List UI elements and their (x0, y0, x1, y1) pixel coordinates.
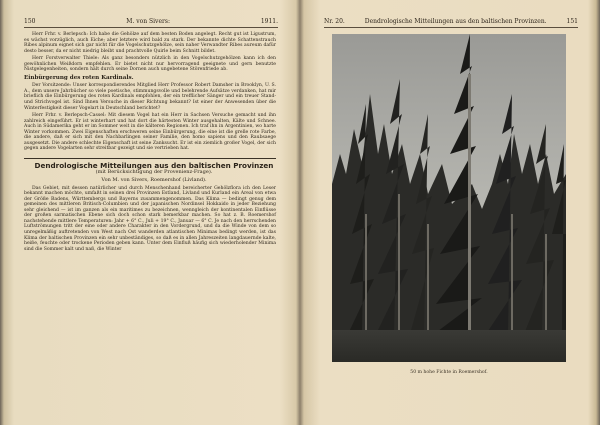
right-page-number: 151 (566, 18, 578, 25)
article-title: Dendrologische Mitteilungen aus den baltischen Provinzen (34, 160, 274, 170)
section-divider (24, 158, 276, 159)
left-running-header (24, 18, 278, 28)
left-page (14, 0, 282, 425)
photo-caption: 50 m hohe Fichte in Roemershof. (410, 370, 488, 375)
spruce-photograph (332, 34, 566, 362)
article-byline: Von M. von Sivers, Roemershof (Livland). (101, 177, 207, 184)
section-heading: Einbürgerung des roten Kardinals. (24, 74, 134, 81)
left-text-column (24, 32, 276, 254)
section-paragraph-2: Herr Frhr. v. Berlepsch-Cassel: Mit diesem Vogel hat ein Herr in Sachsen Versuche gemacht und ihn zahlreich eingeführt. Er ist winterhart und hat dort die härtesten Winter ausgehalten, Kälte und Schnee. Auch in Südamerika geht er im Sommer weit in die kälteren Regionen. Ich traf ihn in Argentinien, wo harte Winter vorkommen. Zwei Eigenschaften erschweren seine Einbürgerung, die eine ist die grelle rote Farbe, die andere, daß er sich mit den Nachbarlingen seiner Familie, den homo sapiens und den Raubsaege ausgesetzt. Die andere schlechte Eigenschaft ist seine Zanksucht. Er ist ein ziemlich großer Vogel, der sich gegen andere Vogelarten sehr streitbar gezeigt und sie vertrieben hat. (24, 113, 276, 152)
left-page-number: 150 (24, 18, 36, 25)
discussion-paragraph-2: Herr Forstverwalter Thiele: Als ganz besonders nützlich in den Vogelschutzgehölzen kann ich den gewöhnlichen Weißdorn empfehlen. Er bietet nicht nur hervorragend geeignete und gern benutzte Nistgelegenheiten, sondern hält durch seine Dornen auch ungebetene Störenfriede ab. (24, 56, 276, 73)
left-year: 1911. (260, 18, 278, 25)
right-page (318, 0, 590, 425)
discussion-paragraph-1: Herr Frhr. v. Berlepsch: Ich habe die Gehölze auf dem besten Boden angelegt. Recht gut ist Ligustrum, es wächst vorzüglich, auch Eiche; aber letztere wird bald zu stark. Der bekannte dichte Schattenstrauch Ribes alpinum eignet sich gar nicht für die Vogelschutzgehölze, sein naher Verwandter Ribes aureum dafür desto besser, da er nicht niedrig bleibt und prachtvolle Quirle beim Schnitt bildet. (24, 32, 276, 54)
issue-number: Nr. 20. (324, 18, 345, 25)
right-running-header (324, 18, 578, 28)
article-subtitle: (mit Berücksichtigung der Provenienz-Frage). (95, 169, 213, 176)
article-paragraph-1: Das Gebiet, mit dessen natürlicher und durch Menschenhand bereicherter Gehölzflora ich den Leser bekannt machen möchte, umfaßt in seinen drei Provinzen Estland, Livland und Kurland ein Areal von etwa der Größe Badens, Württembergs und Bayerns zusammengenommen. Das Klima — bedingt genug dem gemeinen des mittleren Britisch-Columbien und der japanischen Nordinsel Hokkaido in jeder Beziehung sehr gleichend — ist im ganzen als ein maritimes zu bezeichnen, wenngleich der kontinentalen Einflüsse der großen sarmatischen Ebene sich doch schon stark bemerkbar machen. So hat z. B. Roemershof nachstehende mittlere Temperaturen: Jahr + 6° C., Juli + 19° C., Januar — 6° C. Je nach den herrschenden Luftströmungen tritt der eine oder andere Charakter in den Vordergrund, und da die Winde von dem so unregelmäßig auftretenden von West nach Ost wanderden atlantischen Minimas bedingt werden, ist das Klima der baltischen Provinzen ein sehr unbeständiges, so daß es in allen Jahreszeiten langdauernde kalte, heiße, feuchte oder trockene Perioden geben kann. Unter dem Einfluß häufig sich wiederholender Minima sind die Sommer kalt und naß, die Winter (24, 185, 276, 252)
section-paragraph-1: Der Vorsitzende: Unser korrespondierendes Mitglied Herr Professor Robert Damsher in Brooklyn, U. S. A., dem unsere Jahrbücher so viele poetische, stimmungsvolle und belehrende Aufsätze verdanken, hat mir brieflich die Einbürgerung des roten Kardinals empfohlen, der ein trefflicher Sänger und ein treuer Stand- und Strichvogel ist. Sind Ihnen Versuche in dieser Richtung bekannt? Ist einer der Anwesenden über die Winterfestigkeit dieser Vogelart in Deutschland berichtet? (24, 83, 276, 111)
spruce-photo-image (332, 34, 566, 362)
right-running-head: Dendrologische Mitteilungen aus den baltischen Provinzen. (364, 18, 547, 25)
left-running-head: M. von Sivers: (126, 18, 170, 25)
